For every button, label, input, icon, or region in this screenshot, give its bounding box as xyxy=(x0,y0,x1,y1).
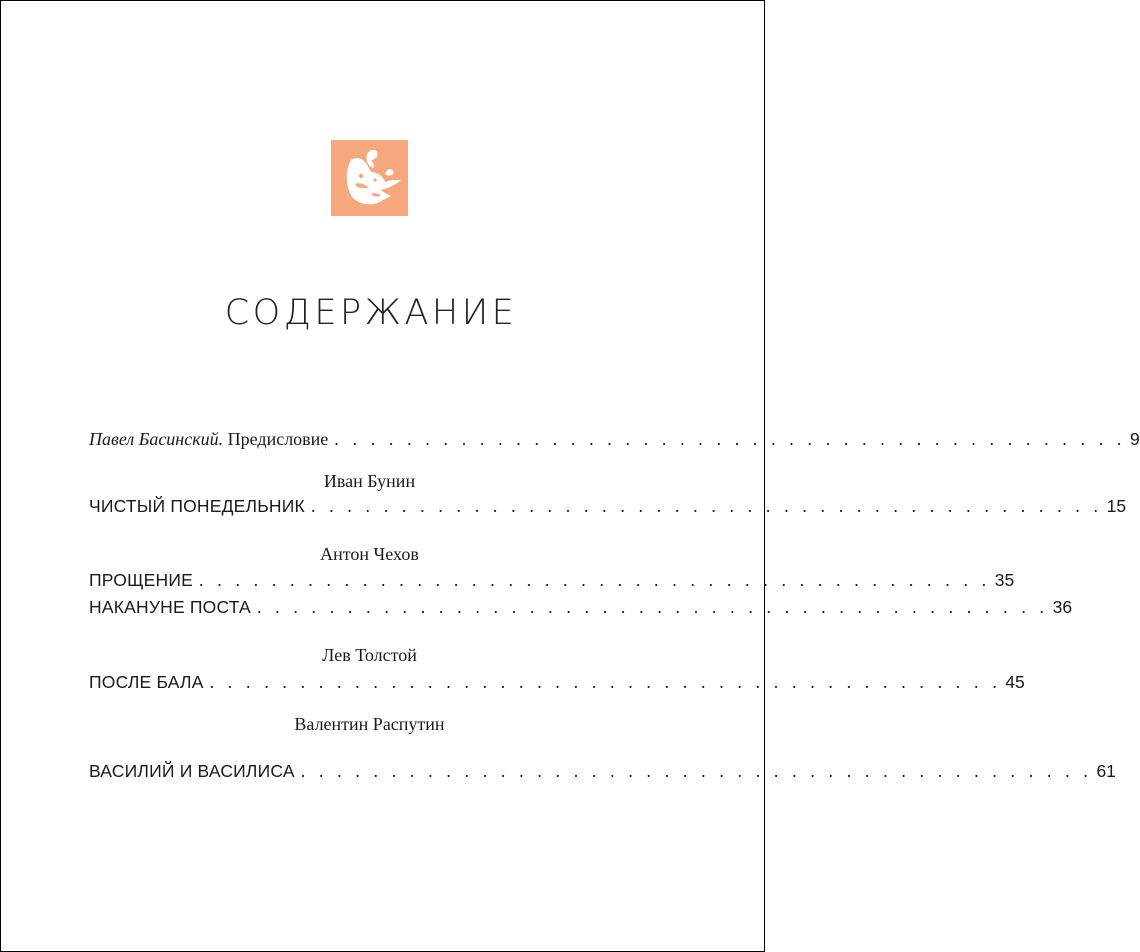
page-number: 35 xyxy=(994,570,1015,590)
toc-entry-preface xyxy=(89,428,1140,450)
page-number: 61 xyxy=(1096,761,1116,781)
section-author: Антон Чехов xyxy=(320,544,419,564)
dot-leader: . . . . . . . . . . . . . . . . . . . . . . . . . . . . . . . . . . . . . . . . . . . . xyxy=(334,429,1126,449)
page-title: СОДЕРЖАНИЕ xyxy=(224,293,518,333)
page-number: 45 xyxy=(1005,672,1025,692)
page-number: 36 xyxy=(1052,597,1073,617)
page-number: 9 xyxy=(1130,429,1140,449)
section-author: Иван Бунин xyxy=(323,471,416,491)
preface-title: Предисловие xyxy=(223,429,329,449)
section-author: Валентин Распутин xyxy=(294,714,445,734)
dot-leader: . . . . . . . . . . . . . . . . . . . . . . . . . . . . . . . . . . . . . . . . . . . . xyxy=(199,570,991,590)
section-author: Лев Толстой xyxy=(322,645,417,665)
publisher-logo-icon xyxy=(331,140,408,216)
toc-entry-title: ЧИСТЫЙ ПОНЕДЕЛЬНИК xyxy=(89,496,305,516)
page-number: 15 xyxy=(1106,496,1127,516)
toc-entry xyxy=(89,760,1116,782)
toc-entry xyxy=(89,596,1073,618)
toc-entry-title: НАКАНУНЕ ПОСТА xyxy=(89,597,251,617)
toc-entry xyxy=(89,569,1015,591)
preface-author: Павел Басинский. xyxy=(89,429,224,449)
toc-entry xyxy=(89,671,1025,693)
dot-leader: . . . . . . . . . . . . . . . . . . . . . . . . . . . . . . . . . . . . . . . . . . . . xyxy=(300,761,1093,781)
toc-entry-title: ПРОЩЕНИЕ xyxy=(89,570,194,590)
toc-entry-title: ПОСЛЕ БАЛА xyxy=(89,672,204,692)
toc-entry xyxy=(89,495,1127,517)
dot-leader: . . . . . . . . . . . . . . . . . . . . . . . . . . . . . . . . . . . . . . . . . . . . xyxy=(310,496,1103,516)
dot-leader: . . . . . . . . . . . . . . . . . . . . . . . . . . . . . . . . . . . . . . . . . . . . xyxy=(209,672,1002,692)
toc-entry-title: ВАСИЛИЙ И ВАСИЛИСА xyxy=(89,761,295,781)
dot-leader: . . . . . . . . . . . . . . . . . . . . . . . . . . . . . . . . . . . . . . . . . . . . xyxy=(256,597,1049,617)
toc-entry-label xyxy=(89,428,328,450)
